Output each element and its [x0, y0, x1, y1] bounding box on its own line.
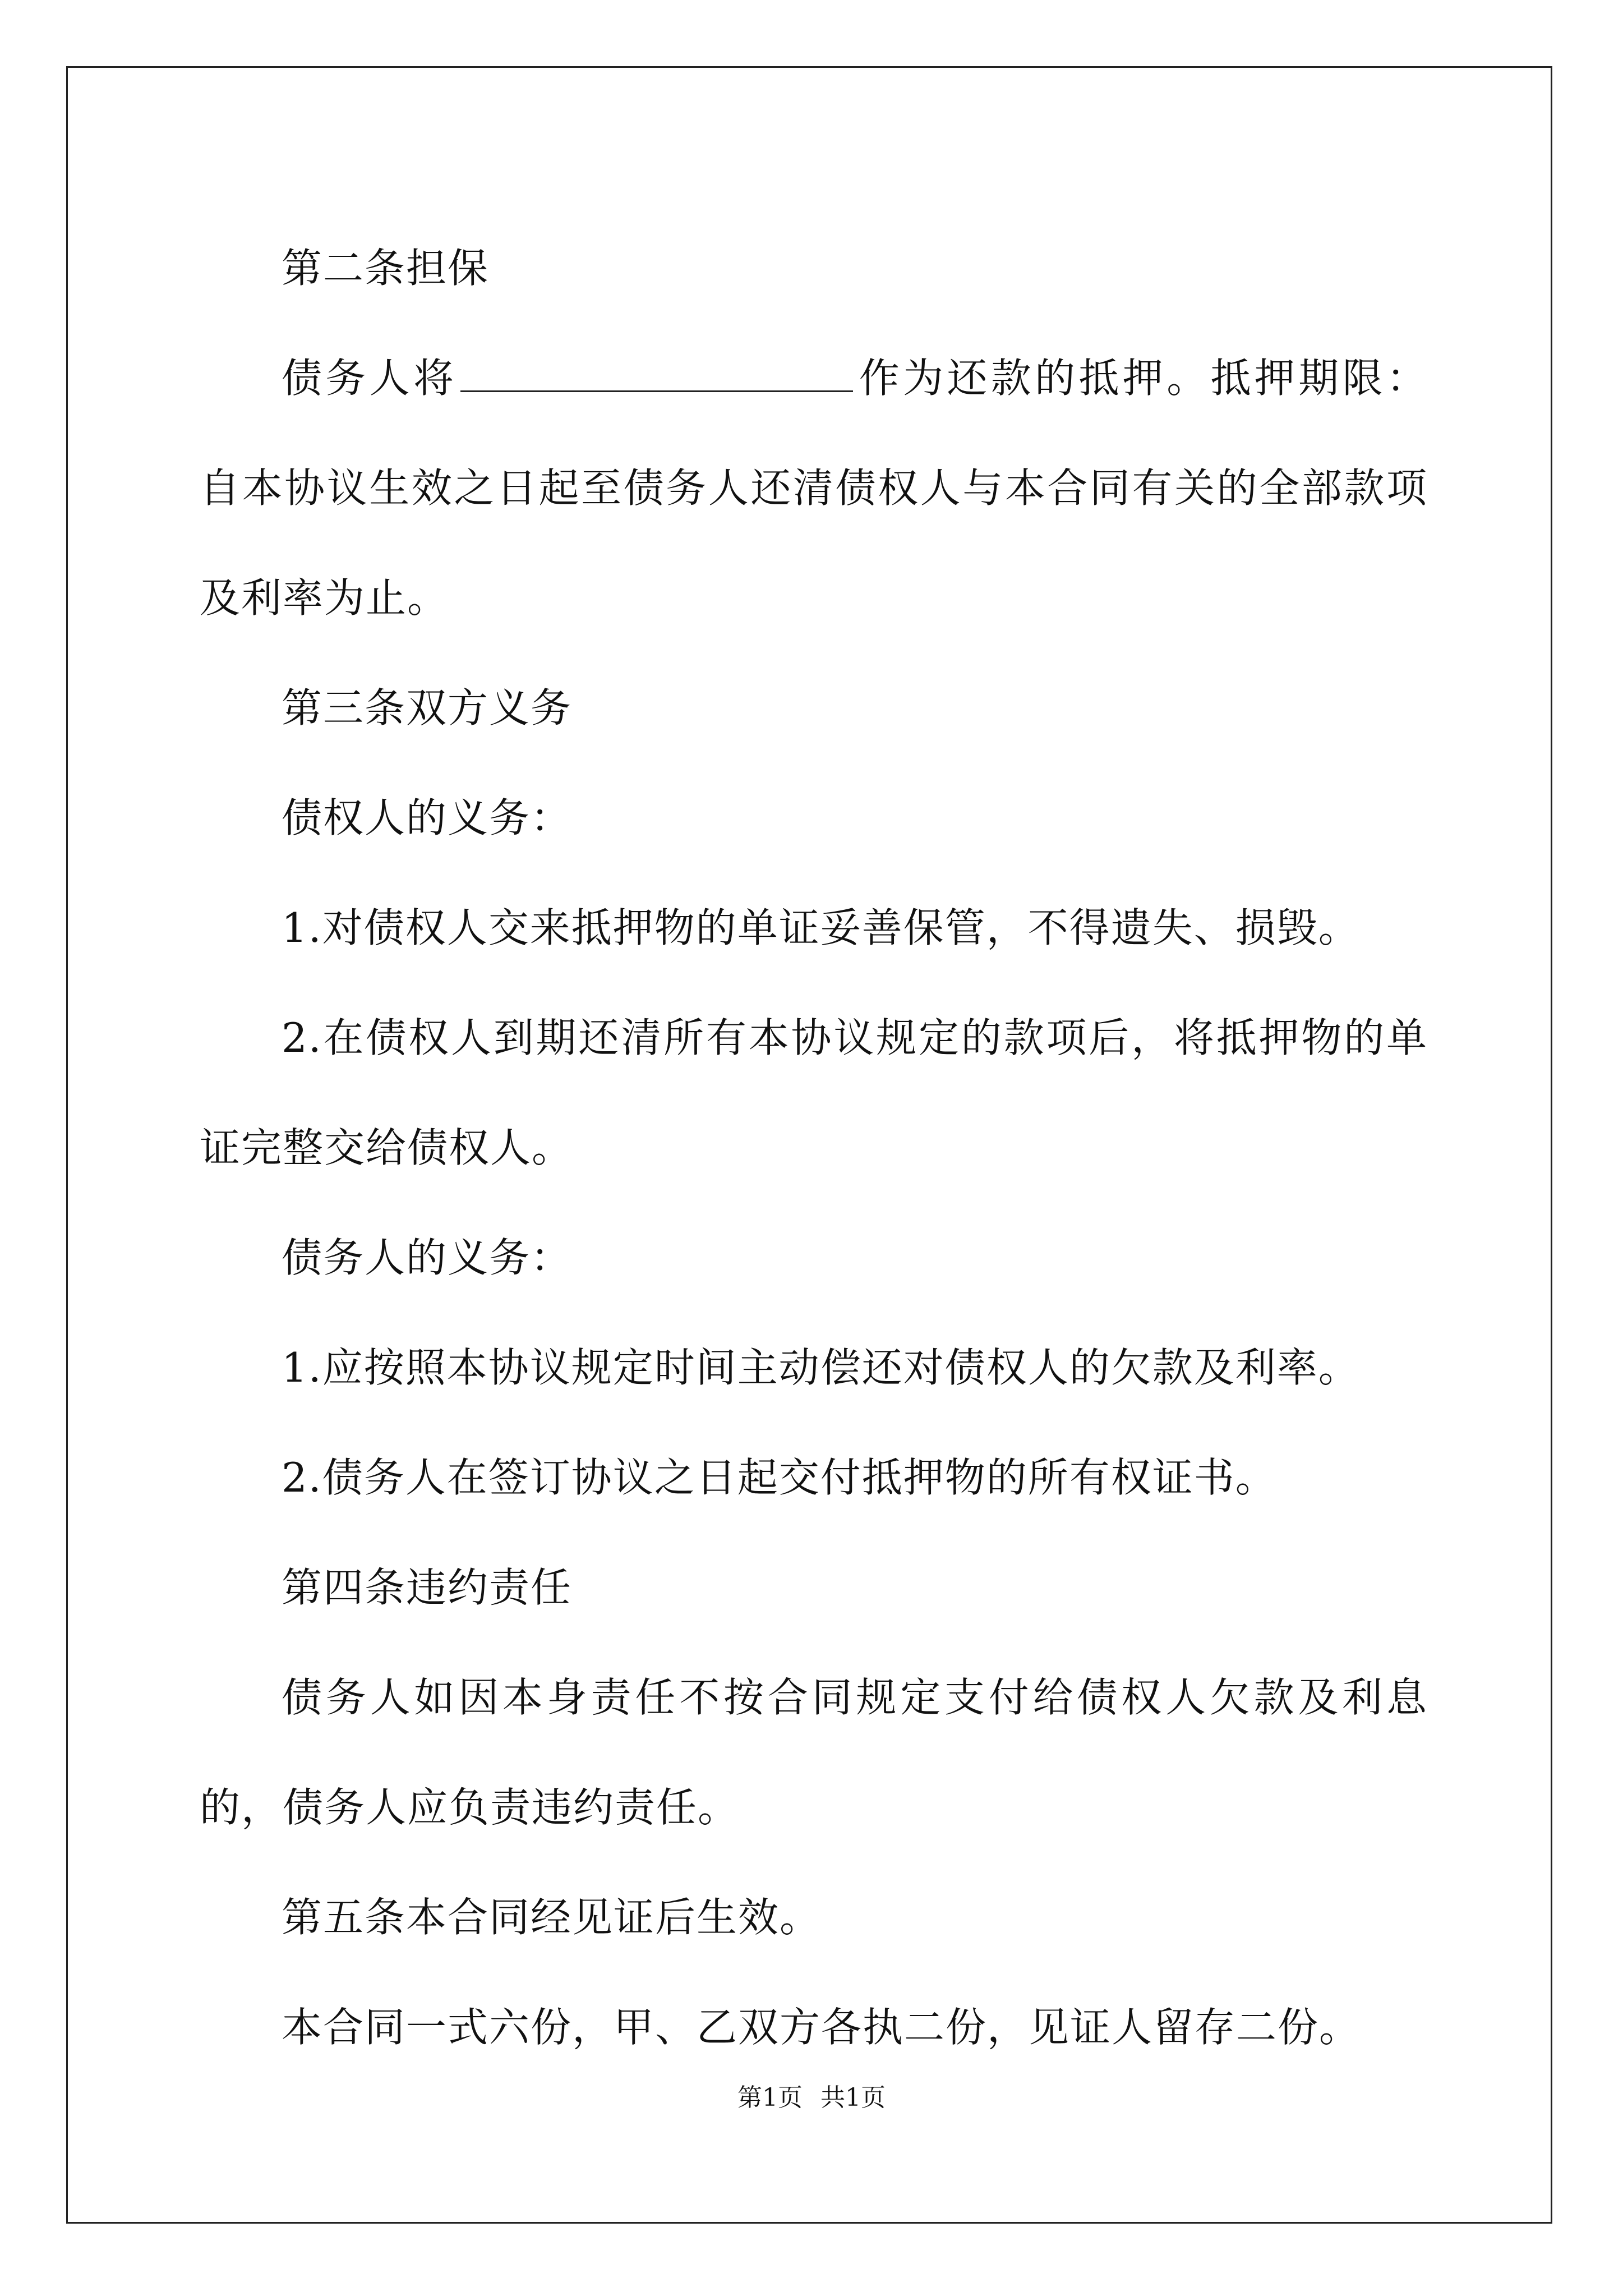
page-footer: [0, 2081, 1623, 2115]
creditor-duties-heading: 债权人的义务：: [282, 794, 573, 841]
fill-in-blank: [460, 357, 853, 392]
debtor-duty-2: 2.债务人在签订协议之日起交付抵押物的所有权证书。: [282, 1454, 1277, 1501]
document-body: [200, 213, 1428, 2082]
clause-3-title: 第三条双方义务: [282, 684, 573, 731]
copies-text: 本合同一式六份，甲、乙双方各执二份，见证人留存二份。: [282, 2004, 1361, 2051]
clause-5-title: 第五条本合同经见证后生效。: [282, 1894, 822, 1941]
debtor-duty-1: 1.应按照本协议规定时间主动偿还对债权人的欠款及利率。: [282, 1344, 1360, 1391]
creditor-duty-1: 1.对债权人交来抵押物的单证妥善保管，不得遗失、损毁。: [282, 904, 1360, 951]
page-total: 共1页: [820, 2083, 886, 2112]
creditor-duty-2: 2.在债权人到期还清所有本协议规定的款项后，将抵押物的单证完整交给债权人。: [200, 1014, 1428, 1171]
clause-2-text-before: 债务人将: [282, 355, 458, 402]
clause-2-text: [200, 323, 1428, 653]
debtor-duties-heading: 债务人的义务：: [282, 1234, 573, 1281]
clause-4-text: 债务人如因本身责任不按合同规定支付给债权人欠款及利息的，债务人应负责违约责任。: [200, 1674, 1428, 1831]
clause-2-text-after: 作为还款的抵押。抵押期限：自本协议生效之日起至债务人还清债权人与本合同有关的全部款项及利率为止。: [200, 355, 1428, 622]
page-number: 第1页: [737, 2083, 803, 2112]
clause-4-title: 第四条违约责任: [282, 1564, 573, 1611]
clause-2-title: 第二条担保: [282, 245, 490, 292]
